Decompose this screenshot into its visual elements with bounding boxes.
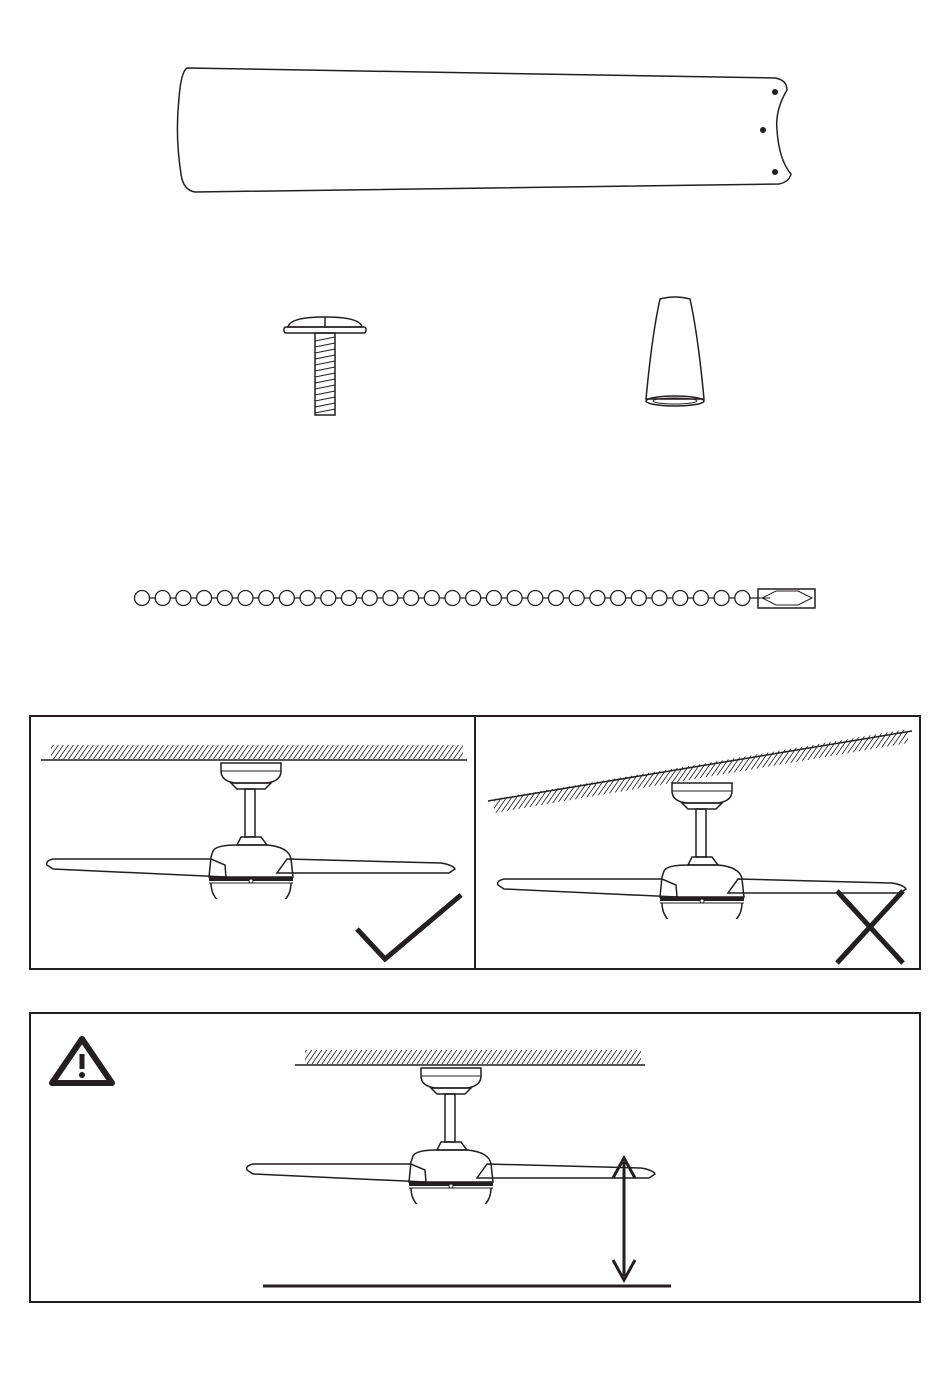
- chain-bead: [673, 591, 688, 606]
- fan-blade-icon: [175, 62, 795, 198]
- chain-bead: [321, 591, 336, 606]
- chain-bead: [383, 591, 398, 606]
- chain-bead: [611, 591, 626, 606]
- chain-bead: [445, 591, 460, 606]
- chain-bead: [362, 591, 377, 606]
- chain-bead: [466, 591, 481, 606]
- chain-bead: [528, 591, 543, 606]
- chain-bead: [176, 591, 191, 606]
- check-mark-icon: [353, 889, 468, 964]
- chain-bead: [404, 591, 419, 606]
- chain-bead: [155, 591, 170, 606]
- chain-bead: [279, 591, 294, 606]
- chain-bead: [300, 591, 315, 606]
- chain-bead: [631, 591, 646, 606]
- pull-chain-fob-icon: [640, 295, 710, 411]
- chain-bead: [342, 591, 357, 606]
- chain-bead: [549, 591, 564, 606]
- chain-bead: [197, 591, 212, 606]
- warning-triangle-icon: [49, 1036, 115, 1086]
- chain-bead: [693, 591, 708, 606]
- chain-bead: [238, 591, 253, 606]
- chain-bead: [590, 591, 605, 606]
- chain-bead: [259, 591, 274, 606]
- clearance-warning-panel: [29, 1012, 921, 1303]
- double-arrow-icon: [607, 1154, 641, 1284]
- chain-bead: [486, 591, 501, 606]
- cross-mark-icon: [833, 887, 909, 967]
- chain-bead: [135, 591, 150, 606]
- chain-bead: [217, 591, 232, 606]
- mounting-check-panel: [29, 715, 921, 970]
- chain-bead: [507, 591, 522, 606]
- chain-bead: [424, 591, 439, 606]
- bead-chain-icon: [130, 585, 820, 615]
- chain-bead: [714, 591, 729, 606]
- chain-bead: [735, 591, 750, 606]
- screw-icon: [280, 315, 370, 419]
- chain-bead: [652, 591, 667, 606]
- chain-bead: [569, 591, 584, 606]
